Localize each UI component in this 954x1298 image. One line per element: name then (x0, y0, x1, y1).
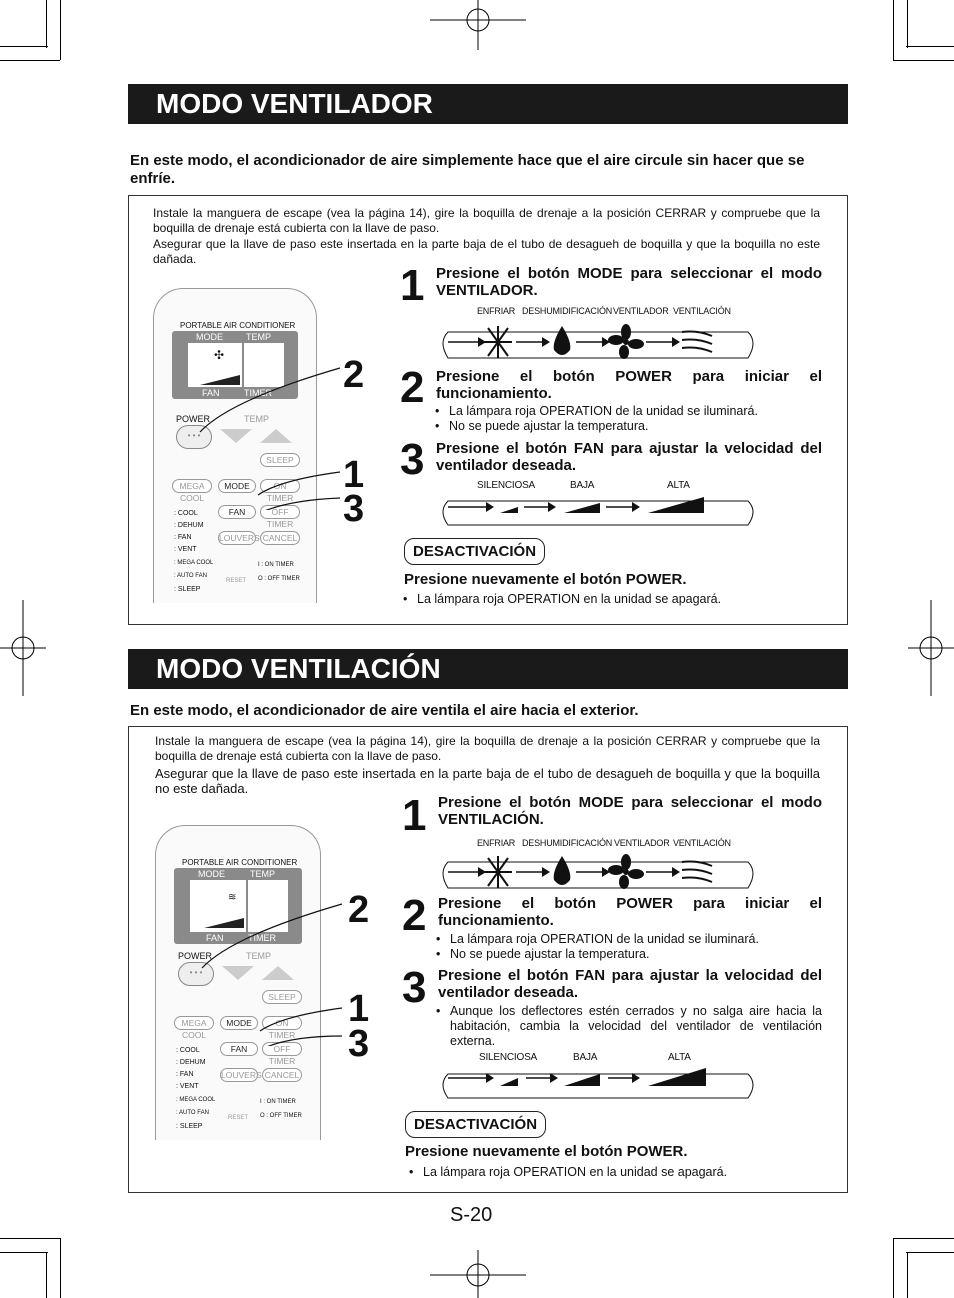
step-number: 2 (402, 891, 427, 940)
legend-dehum: : DEHUM (174, 522, 204, 529)
mode-label-vent: VENTILACIÓN (673, 838, 731, 848)
remote-brand: PORTABLE AIR CONDITIONER (182, 858, 298, 867)
legend-sleep: : SLEEP (174, 586, 201, 593)
crop-mark (893, 60, 954, 61)
vent-icon (682, 332, 712, 353)
crop-mark (46, 0, 47, 48)
lcd-mode-label: MODE (196, 332, 223, 342)
deactivation-tag: DESACTIVACIÓN (405, 1111, 546, 1138)
cool-icon (484, 326, 512, 358)
cancel-button[interactable]: CANCEL (262, 1068, 302, 1082)
crop-mark (893, 0, 894, 60)
sleep-button[interactable]: SLEEP (260, 453, 300, 467)
registration-mark-left (0, 600, 46, 696)
precondition-text: Asegurar que la llave de paso este insertada en la parte baja de el tubo de desagueh de boquilla y que la boquilla no este dañada. (153, 237, 820, 266)
mode-label-fan: VENTILADOR (613, 306, 669, 316)
legend-off-timer: O : OFF TIMER (260, 1113, 302, 1119)
lcd-timer-label: TIMER (248, 933, 276, 943)
crop-mark (907, 1252, 908, 1298)
crop-mark (907, 0, 908, 48)
callout-number: 2 (343, 354, 365, 396)
dehum-icon (554, 326, 571, 355)
precondition-text: Instale la manguera de escape (vea la página 14), gire la boquilla de drenaje a la posición CERRAR y compruebe que la boquilla de drenaje está cubierta con la llave de paso. (155, 734, 820, 763)
legend-on-timer: I : ON TIMER (260, 1099, 296, 1105)
deactivation-bullet: • La lámpara roja OPERATION en la unidad se apagará. (423, 1165, 727, 1180)
lcd-temp-label: TEMP (250, 869, 276, 879)
legend-cool: : COOL (176, 1047, 200, 1054)
fan-button[interactable]: FAN (220, 1042, 258, 1056)
lcd-fan-label: FAN (206, 933, 224, 943)
on-timer-button[interactable]: ON TIMER (260, 479, 300, 493)
mode-label-dehum: DESHUMIDIFICACIÓN (522, 306, 613, 316)
louvers-button[interactable]: LOUVERS (219, 533, 260, 543)
power-label: POWER (178, 951, 213, 961)
off-timer-button[interactable]: OFF TIMER (260, 505, 300, 519)
callout-number: 2 (348, 889, 370, 931)
fan-label-low: BAJA (573, 1052, 598, 1063)
step-title: Presione el botón POWER para iniciar el funcionamiento. (436, 368, 822, 402)
fan-label-high: ALTA (668, 1052, 691, 1063)
mode-label-dehum: DESHUMIDIFICACIÓN (522, 838, 613, 848)
on-timer-button[interactable]: ON TIMER (262, 1016, 302, 1030)
step-bullet: • No se puede ajustar la temperatura. (449, 419, 648, 434)
legend-off-timer: O : OFF TIMER (258, 576, 300, 582)
step-title: Presione el botón FAN para ajustar la velocidad del ventilador deseada. (438, 967, 822, 1001)
section-title-ventilacion: MODO VENTILACIÓN (128, 649, 848, 689)
page-number: S-20 (450, 1204, 493, 1226)
fan-speed-cycle-diagram (436, 1064, 760, 1102)
vent-icon: ≋ (228, 892, 237, 903)
legend-cool: : COOL (174, 510, 198, 517)
crop-mark (906, 46, 954, 47)
lcd-fan-label: FAN (202, 388, 220, 398)
lcd-timer-label: TIMER (244, 388, 272, 398)
step-bullet: • No se puede ajustar la temperatura. (450, 947, 649, 962)
power-label: POWER (176, 414, 211, 424)
fan-speed-cycle-diagram (436, 493, 760, 529)
mode-cycle-diagram (436, 852, 760, 892)
mega-cool-button[interactable]: MEGA COOL (174, 1016, 214, 1030)
deactivation-bullet: • La lámpara roja OPERATION en la unidad se apagará. (417, 592, 721, 607)
crop-mark (906, 1252, 954, 1253)
mode-cycle-diagram (436, 322, 760, 362)
mode-label-vent: VENTILACIÓN (673, 306, 731, 316)
mode-label-cool: ENFRIAR (477, 838, 516, 848)
section-intro: En este modo, el acondicionador de aire ventila el aire hacia el exterior. (130, 702, 639, 719)
step-number: 3 (400, 435, 425, 484)
step-number: 3 (402, 963, 427, 1012)
louvers-button[interactable]: LOUVERS (221, 1070, 262, 1080)
remote-brand: PORTABLE AIR CONDITIONER (180, 321, 296, 330)
legend-sleep: : SLEEP (176, 1123, 203, 1130)
precondition-text: Asegurar que la llave de paso este insertada en la parte baja de el tubo de desagueh de boquilla y que la boquilla no este dañada. (155, 766, 820, 796)
step-title: Presione el botón POWER para iniciar el funcionamiento. (438, 895, 822, 929)
lcd-mode-label: MODE (198, 869, 225, 879)
crop-mark (0, 60, 60, 61)
step-bullet: • Aunque los deflectores estén cerrados y no salga aire hacia la habitación, cambia la velocidad del ventilador de ventilación externa. (450, 1004, 822, 1049)
fan-button[interactable]: FAN (218, 505, 256, 519)
power-button[interactable]: • • • (176, 425, 212, 449)
crop-mark (893, 1238, 894, 1298)
step-number: 1 (402, 791, 427, 840)
registration-mark-top (430, 0, 526, 50)
fan-icon: ✣ (214, 348, 225, 362)
deactivation-text: Presione nuevamente el botón POWER. (405, 1143, 688, 1160)
step-title: Presione el botón FAN para ajustar la velocidad del ventilador deseada. (436, 440, 822, 474)
fan-quiet-icon (500, 1078, 518, 1086)
lcd-temp-label: TEMP (246, 332, 272, 342)
mode-label-cool: ENFRIAR (477, 306, 516, 316)
callout-lines (190, 360, 350, 510)
callout-number: 1 (348, 988, 370, 1030)
crop-mark (0, 46, 48, 47)
cancel-button[interactable]: CANCEL (260, 531, 300, 545)
legend-mega-cool: : MEGA COOL (176, 1097, 216, 1103)
legend-mega-cool: : MEGA COOL (174, 560, 214, 566)
temp-label: TEMP (244, 414, 270, 424)
legend-fan: : FAN (176, 1071, 194, 1078)
legend-fan: : FAN (174, 534, 192, 541)
legend-vent: : VENT (174, 546, 197, 553)
crop-mark (0, 1238, 60, 1239)
step-number: 2 (400, 363, 425, 412)
reset-label: RESET (226, 578, 247, 584)
power-button[interactable]: • • • (178, 962, 214, 986)
mode-button[interactable]: MODE (218, 479, 256, 493)
legend-auto-fan: : AUTO FAN (174, 573, 207, 579)
section-intro: En este modo, el acondicionador de aire simplemente hace que el aire circule sin hacer que se enfríe. (130, 152, 805, 187)
crop-mark (0, 1252, 48, 1253)
sleep-button[interactable]: SLEEP (262, 990, 302, 1004)
legend-auto-fan: : AUTO FAN (176, 1110, 209, 1116)
step-bullet: • La lámpara roja OPERATION de la unidad se iluminará. (449, 404, 758, 419)
fan-label-quiet: SILENCIOSA (479, 1052, 538, 1063)
crop-mark (46, 1252, 47, 1298)
fan-icon (608, 324, 644, 359)
section-title-ventilador: MODO VENTILADOR (128, 84, 848, 124)
off-timer-button[interactable]: OFF TIMER (262, 1042, 302, 1056)
fan-icon (608, 854, 644, 889)
temp-label: TEMP (246, 951, 272, 961)
fan-low-icon (564, 1074, 600, 1086)
callout-number: 3 (343, 488, 365, 530)
mode-label-fan: VENTILADOR (614, 838, 670, 848)
deactivation-text: Presione nuevamente el botón POWER. (404, 571, 687, 588)
legend-dehum: : DEHUM (176, 1059, 206, 1066)
legend-vent: : VENT (176, 1083, 199, 1090)
reset-label: RESET (228, 1115, 249, 1121)
fan-high-icon (648, 497, 704, 513)
callout-number: 1 (343, 454, 365, 496)
registration-mark-bottom (430, 1250, 526, 1298)
step-title: Presione el botón MODE para seleccionar el modo VENTILADOR. (436, 265, 822, 299)
step-bullet: • La lámpara roja OPERATION de la unidad se iluminará. (450, 932, 759, 947)
fan-label-high: ALTA (667, 480, 690, 491)
crop-mark (60, 0, 61, 60)
registration-mark-right (908, 600, 954, 696)
fan-label-low: BAJA (570, 480, 595, 491)
mega-cool-button[interactable]: MEGA COOL (172, 479, 212, 493)
cool-icon (484, 856, 512, 888)
legend-on-timer: I : ON TIMER (258, 562, 294, 568)
step-number: 1 (400, 261, 425, 310)
vent-icon (682, 862, 712, 883)
fan-quiet-icon (500, 507, 518, 513)
callout-number: 3 (348, 1023, 370, 1065)
precondition-text: Instale la manguera de escape (vea la página 14), gire la boquilla de drenaje a la posición CERRAR y compruebe que la boquilla de drenaje está cubierta con la llave de paso. (153, 206, 820, 235)
crop-mark (60, 1238, 61, 1298)
dehum-icon (554, 856, 571, 885)
deactivation-tag: DESACTIVACIÓN (404, 538, 545, 565)
fan-label-quiet: SILENCIOSA (477, 480, 536, 491)
fan-low-icon (564, 503, 600, 513)
step-title: Presione el botón MODE para seleccionar el modo VENTILACIÓN. (438, 794, 822, 828)
fan-high-icon (648, 1068, 706, 1086)
callout-lines (192, 896, 352, 1046)
mode-button[interactable]: MODE (220, 1016, 258, 1030)
crop-mark (893, 1238, 954, 1239)
